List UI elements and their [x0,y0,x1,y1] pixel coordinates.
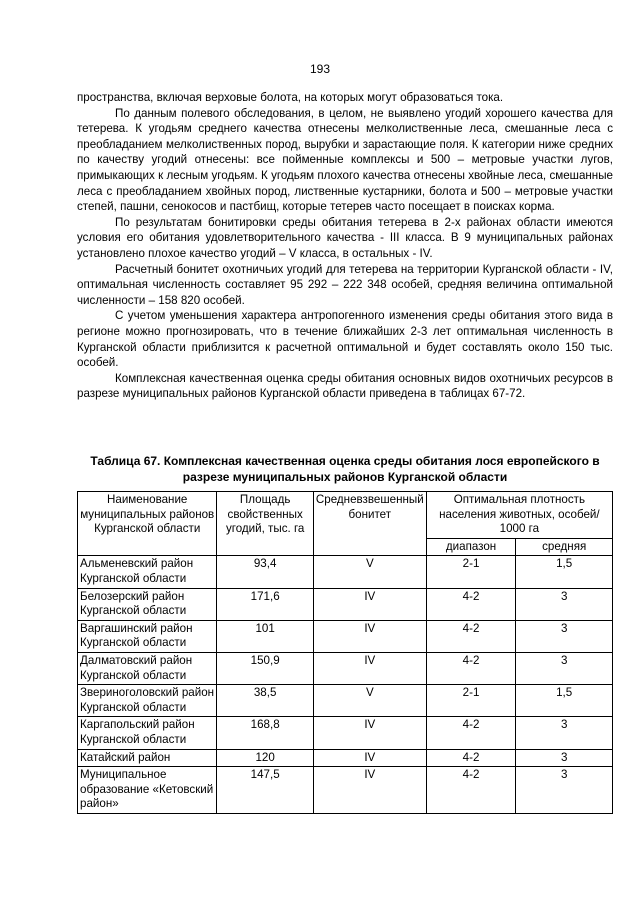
cell-name: Альменевский район Курганской области [78,556,217,588]
cell-area: 93,4 [217,556,313,588]
cell-area: 38,5 [217,685,313,717]
paragraph: Комплексная качественная оценка среды обитания основных видов охотничьих ресурсов в разрезе муниципальных районов Курганской области приведена в таблицах 67-72. [77,371,613,401]
cell-bonitet: V [313,556,426,588]
table-row [78,685,613,717]
cell-area: 150,9 [217,652,313,684]
cell-bonitet: IV [313,620,426,652]
cell-mean: 3 [516,717,613,749]
table-row [78,588,613,620]
body-text [77,90,613,402]
cell-area: 171,6 [217,588,313,620]
cell-range: 2-1 [426,556,516,588]
cell-range: 4-2 [426,767,516,814]
cell-area: 147,5 [217,767,313,814]
paragraph: По данным полевого обследования, в целом, не выявлено угодий хорошего качества для тетерева. К угодьям среднего качества отнесены мелколиственные леса, смешанные леса с преобладанием мелколиственных пород, вырубки и зарастающие поля. К категории ниже средних по качеству угодий отнесены: все пойменные комплексы и 500 – метровые участки лугов, примыкающих к лесным угодьям. К угодьям плохого качества отнесены хвойные леса, смешанные леса с преобладанием хвойных пород, лиственные кустарники, болота и 500 – метровые участки степей, пашни, сенокосов и пастбищ, которые тетерев часто посещает в поисках корма. [77,106,613,214]
cell-area: 101 [217,620,313,652]
cell-range: 4-2 [426,652,516,684]
table-row [78,652,613,684]
cell-bonitet: IV [313,749,426,767]
table-row [78,749,613,767]
cell-bonitet: V [313,685,426,717]
cell-mean: 3 [516,620,613,652]
table-row [78,556,613,588]
page-number: 193 [309,62,331,76]
table-row [78,767,613,814]
cell-range: 4-2 [426,620,516,652]
cell-name: Звериноголовский район Курганской области [78,685,217,717]
cell-mean: 3 [516,767,613,814]
header-mean: средняя [516,538,613,556]
cell-range: 2-1 [426,685,516,717]
cell-mean: 1,5 [516,685,613,717]
header-range: диапазон [426,538,516,556]
paragraph: С учетом уменьшения характера антропогенного изменения среды обитания этого вида в регионе можно прогнозировать, что в течение ближайших 2-3 лет оптимальная численность в Курганской области приблизится к расчетной оптимальной и будет составлять около 150 тыс. особей. [77,309,613,370]
cell-bonitet: IV [313,717,426,749]
table-row [78,620,613,652]
cell-bonitet: IV [313,588,426,620]
table-header-row [78,492,613,539]
cell-mean: 1,5 [516,556,613,588]
cell-range: 4-2 [426,749,516,767]
cell-mean: 3 [516,588,613,620]
cell-name: Варгашинский район Курганской области [78,620,217,652]
header-density: Оптимальная плотность населения животных, особей/ 1000 га [426,492,612,539]
header-name: Наименование муниципальных районов Курганской области [78,492,217,556]
cell-mean: 3 [516,749,613,767]
cell-area: 120 [217,749,313,767]
cell-name: Катайский район [78,749,217,767]
cell-name: Далматовский район Курганской области [78,652,217,684]
data-table [77,491,613,814]
table-title: Таблица 67. Комплексная качественная оценка среды обитания лося европейского в разрезе муниципальных районов Курганской области [90,454,600,484]
paragraph: пространства, включая верховые болота, на которых могут образоваться тока. [77,91,504,104]
cell-range: 4-2 [426,717,516,749]
cell-name: Каргапольский район Курганской области [78,717,217,749]
cell-bonitet: IV [313,767,426,814]
paragraph: По результатам бонитировки среды обитания тетерева в 2-х районах области имеются условия его обитания удовлетворительного качества - III класса. В 9 муниципальных районах установлено плохое качество угодий – V класса, в остальных - IV. [77,215,613,260]
header-bonitet: Средневзвешенный бонитет [313,492,426,556]
cell-name: Белозерский район Курганской области [78,588,217,620]
cell-area: 168,8 [217,717,313,749]
header-area: Площадь свойственных угодий, тыс. га [217,492,313,556]
cell-name: Муниципальное образование «Кетовский район» [78,767,217,814]
cell-bonitet: IV [313,652,426,684]
paragraph: Расчетный бонитет охотничьих угодий для тетерева на территории Курганской области - IV, оптимальная численность составляет 95 292 – 222 348 особей, средняя величина оптимальной численности – 158 820 особей. [77,262,613,307]
table-row [78,717,613,749]
cell-mean: 3 [516,652,613,684]
cell-range: 4-2 [426,588,516,620]
